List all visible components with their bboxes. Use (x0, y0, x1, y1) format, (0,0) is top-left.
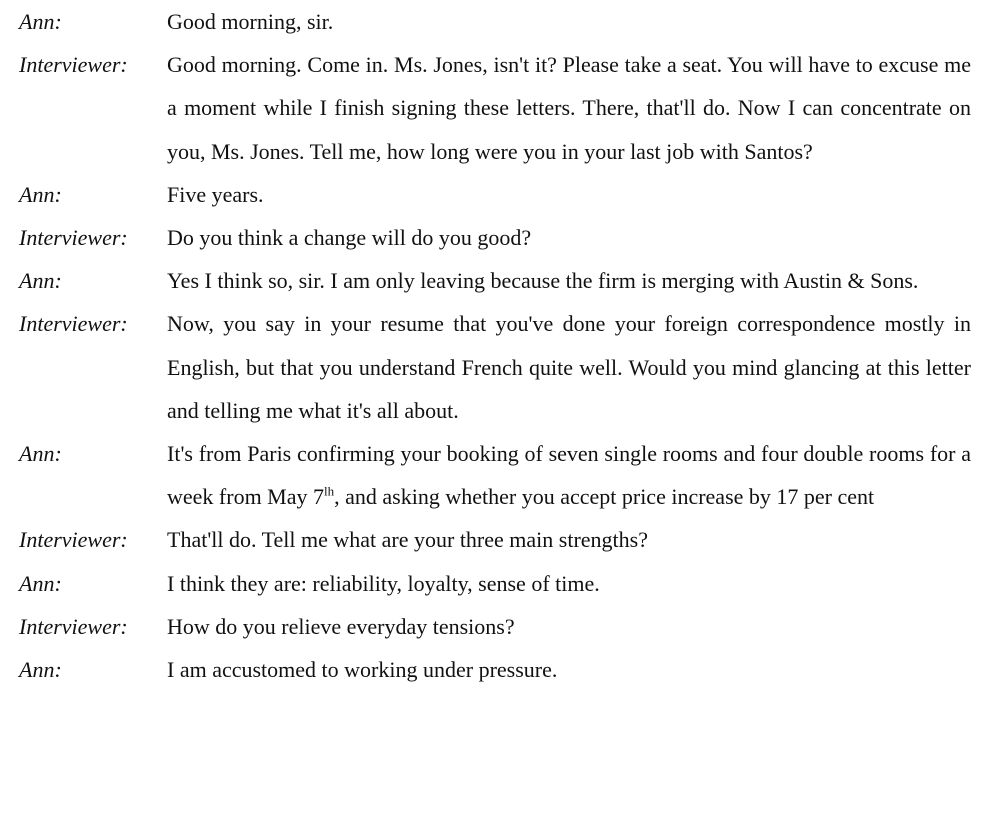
speech-text (167, 432, 971, 518)
speech-text: Five years. (167, 181, 264, 207)
speech-text: Now, you say in your resume that you've done your foreign correspondence mostly in English, but that you understand French quite well. Would you mind glancing at this letter and telling me what it's all about. (167, 311, 971, 423)
speaker-label: Ann: (19, 268, 62, 294)
speaker-label: Interviewer: (19, 527, 128, 553)
speech-text: Do you think a change will do you good? (167, 225, 532, 251)
speaker-label: Interviewer: (19, 311, 128, 337)
speaker-label: Ann: (19, 181, 62, 207)
speaker-label: Interviewer: (19, 52, 128, 78)
dialogue-turn (0, 259, 991, 302)
dialogue-turn (0, 216, 991, 259)
speech-text: I think they are: reliability, loyalty, sense of time. (167, 570, 600, 596)
dialogue-turn (0, 648, 991, 691)
speaker-label: Ann: (19, 441, 62, 467)
speaker-label: Ann: (19, 9, 62, 34)
speaker-label: Ann: (19, 570, 62, 596)
speech-text: I am accustomed to working under pressure. (167, 657, 558, 683)
speech-text: Yes I think so, sir. I am only leaving because the firm is merging with Austin & Sons. (167, 268, 919, 294)
dialogue-turn (0, 0, 991, 43)
dialogue-turn (0, 43, 991, 173)
speaker-label: Interviewer: (19, 225, 128, 251)
dialogue-turn (0, 605, 991, 648)
ordinal-superscript: lh (324, 483, 335, 499)
speech-text: That'll do. Tell me what are your three main strengths? (167, 527, 648, 553)
speech-text: How do you relieve everyday tensions? (167, 613, 515, 639)
speaker-label: Interviewer: (19, 613, 128, 639)
speaker-label: Ann: (19, 657, 62, 683)
speech-text: Good morning, sir. (167, 9, 334, 34)
speech-text-part: , and asking whether you accept price increase by 17 per cent (334, 484, 875, 510)
dialogue-turn (0, 173, 991, 216)
dialogue-turn (0, 432, 991, 518)
dialogue-turn (0, 562, 991, 605)
speech-text-part: It's from Paris confirming your booking of seven single rooms and four double rooms for a week from May 7 (167, 441, 971, 510)
dialogue-turn (0, 302, 991, 432)
speech-text: Good morning. Come in. Ms. Jones, isn't it? Please take a seat. You will have to excuse me a moment while I finish signing these letters. There, that'll do. Now I can concentrate on you, Ms. Jones. Tell me, how long were you in your last job with Santos? (167, 52, 971, 164)
dialogue-turn (0, 518, 991, 561)
